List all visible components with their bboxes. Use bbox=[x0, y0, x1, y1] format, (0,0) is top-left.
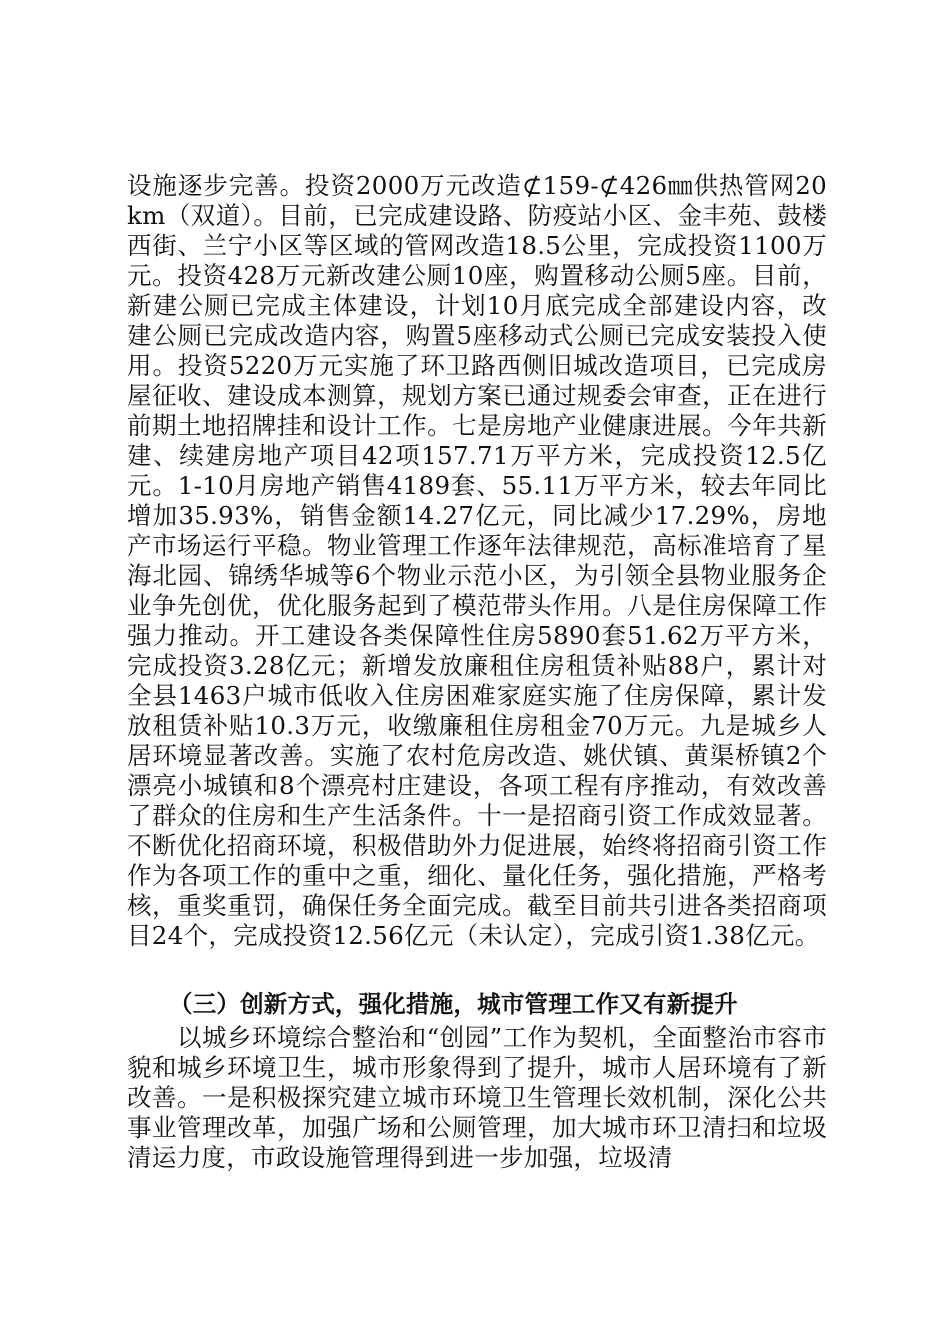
body-paragraph-1: 设施逐步完善。投资2000万元改造⊄159-⊄426㎜供热管网20km（双道）。目前，已完成建设路、防疫站小区、金丰苑、鼓楼西街、兰宁小区等区域的管网改造18.5公里，完成投资1100万元。投资428万元新改建公厕10座，购置移动公厕5座。目前，新建公厕已完成主体建设，计划10月底完成全部建设内容，改建公厕已完成改造内容，购置5座移动式公厕已完成安装投入使用。投资5220万元实施了环卫路西侧旧城改造项目，已完成房屋征收、建设成本测算，规划方案已通过规委会审查，正在进行前期土地招牌挂和设计工作。七是房地产业健康进展。今年共新建、续建房地产项目42项157.71万平方米，完成投资12.5亿元。1-10月房地产销售4189套、55.11万平方米，较去年同比增加35.93%，销售金额14.27亿元，同比减少17.29%，房地产市场运行平稳。物业管理工作逐年法律规范，高标准培育了星海北园、锦绣华城等6个物业示范小区，为引领全县物业服务企业争先创优，优化服务起到了模范带头作用。八是住房保障工作强力推动。开工建设各类保障性住房5890套51.62万平方米，完成投资3.28亿元；新增发放廉租住房租赁补贴88户，累计对全县1463户城市低收入住房困难家庭实施了住房保障，累计发放租赁补贴10.3万元，收缴廉租住房租金70万元。九是城乡人居环境显著改善。实施了农村危房改造、姚伏镇、黄渠桥镇2个漂亮小城镇和8个漂亮村庄建设，各项工程有序推动，有效改善了群众的住房和生产生活条件。十一是招商引资工作成效显著。不断优化招商环境，积极借助外力促进展，始终将招商引资工作作为各项工作的重中之重，细化、量化任务，强化措施，严格考核，重奖重罚，确保任务全面完成。截至目前共引进各类招商项目24个，完成投资12.56亿元（未认定），完成引资1.38亿元。 bbox=[127, 171, 828, 950]
section-heading: （三）创新方式，强化措施，城市管理工作又有新提升 bbox=[169, 990, 738, 1018]
body-paragraph-2: 以城乡环境综合整治和“创园”工作为契机，全面整治市容市貌和城乡环境卫生，城市形象得到了提升，城市人居环境有了新改善。一是积极探究建立城市环境卫生管理长效机制，深化公共事业管理改革，加强广场和公厕管理，加大城市环卫清扫和垃圾清运力度，市政设施管理得到进一步加强，垃圾清 bbox=[127, 1023, 827, 1172]
